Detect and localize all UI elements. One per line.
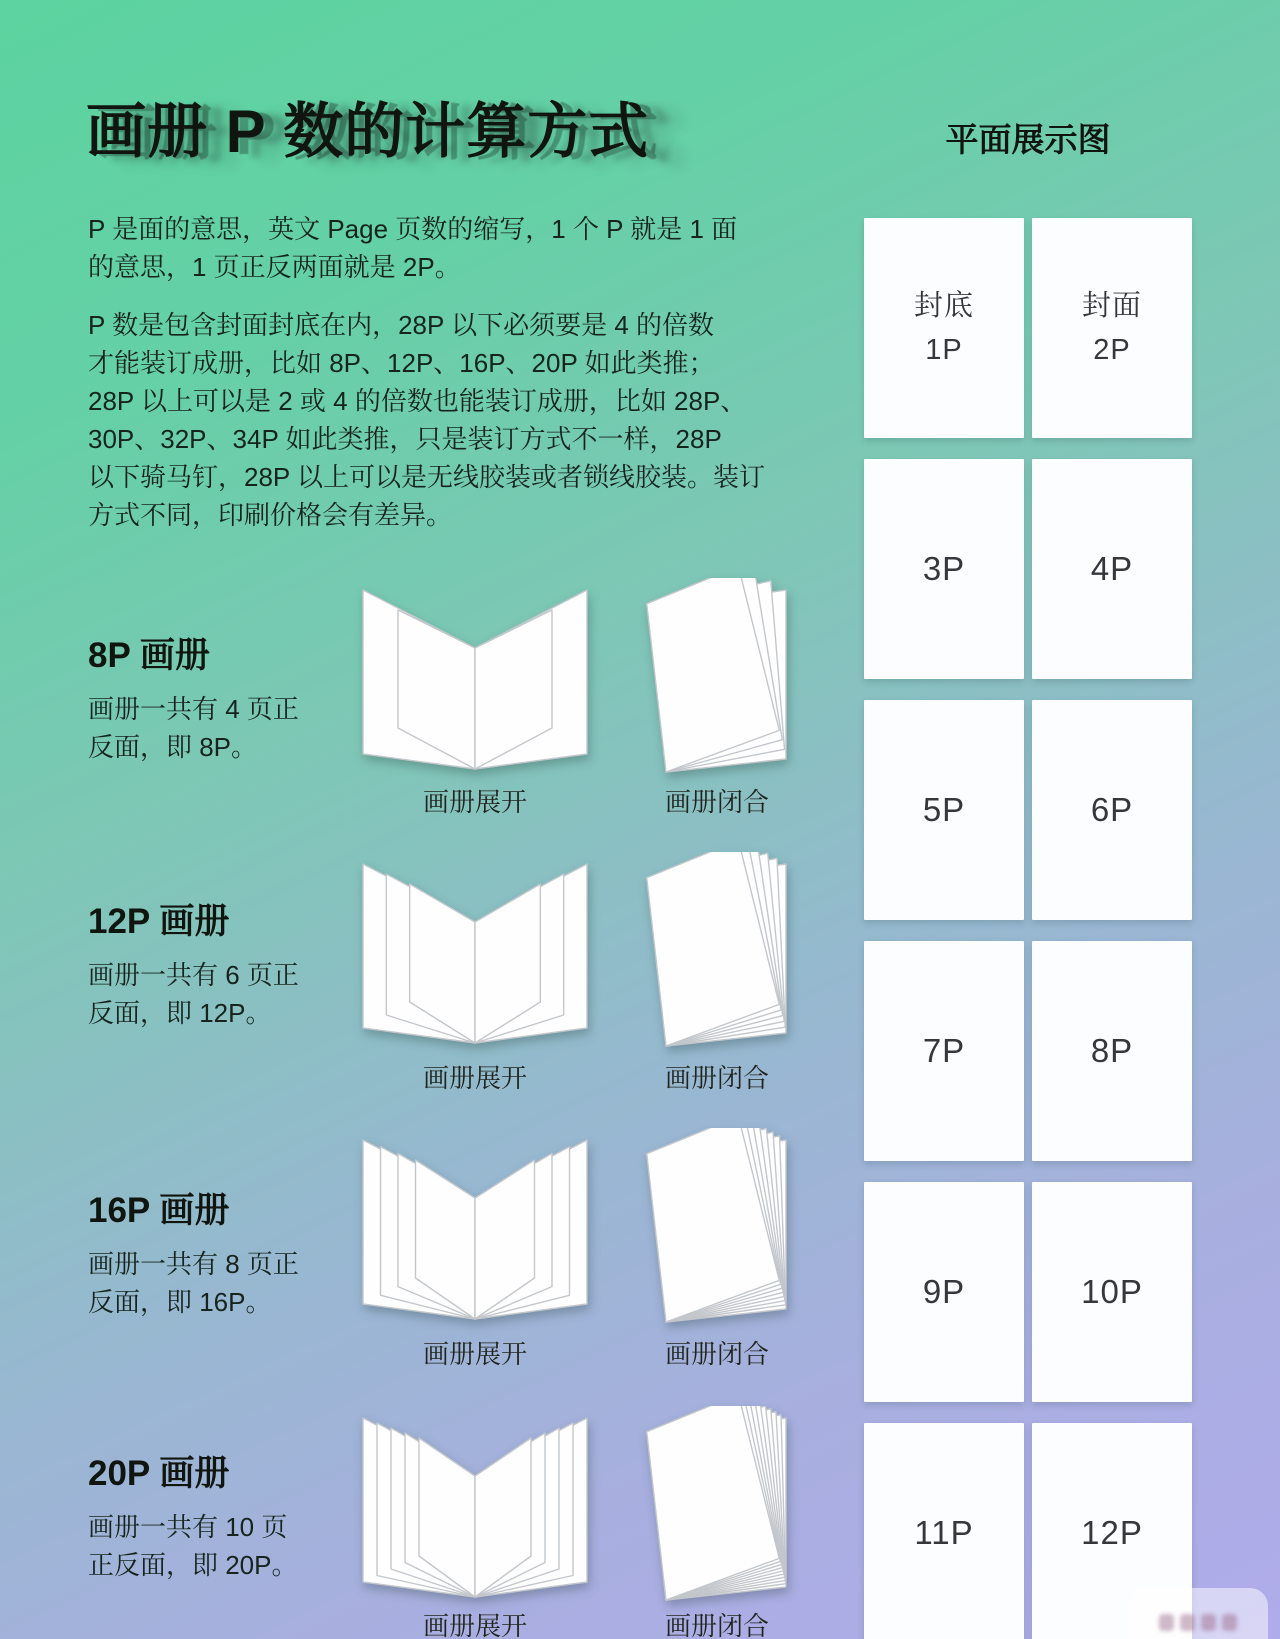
intro-line: P 数是包含封面封底在内，28P 以下必须要是 4 的倍数 [88, 310, 715, 340]
page-card-label: 8P [1090, 1032, 1134, 1069]
page-card [1032, 700, 1192, 920]
watermark-glyph [1159, 1614, 1174, 1631]
page-card [1032, 941, 1192, 1161]
plane-view-title: 平面展示图 [945, 121, 1111, 158]
intro-text [88, 210, 778, 554]
page-card-label: 10P [1081, 1273, 1143, 1310]
page-card [1032, 459, 1192, 679]
page-card-label: 7P [922, 1032, 966, 1069]
closed-book-illustration [642, 1128, 792, 1328]
watermark-glyph [1180, 1614, 1195, 1631]
section-description-line: 画册一共有 6 页正 [88, 960, 299, 990]
section-heading: 20P 画册 [88, 1454, 230, 1493]
closed-book-illustration [642, 1406, 792, 1606]
section-description-line: 反面，即 16P。 [88, 1287, 272, 1317]
intro-paragraph [88, 306, 778, 534]
grid-row [864, 941, 1192, 1161]
section-description-line: 画册一共有 4 页正 [88, 694, 299, 724]
page-card-label: 11P [914, 1514, 974, 1551]
closed-book-illustration [642, 852, 792, 1052]
watermark-glyph [1201, 1614, 1216, 1631]
page-title: 画册 P 数的计算方式 [86, 98, 650, 165]
open-book-illustration [350, 1128, 600, 1328]
page-card [864, 700, 1024, 920]
section-description-line: 反面，即 8P。 [88, 732, 258, 762]
intro-paragraph [88, 210, 778, 286]
closed-book-caption: 画册闭合 [664, 1063, 769, 1093]
section-description-line: 反面，即 12P。 [88, 998, 272, 1028]
page-card [1032, 1182, 1192, 1402]
intro-line: 30P、32P、34P 如此类推，只是装订方式不一样，28P [88, 424, 722, 454]
page-card [864, 1423, 1024, 1639]
watermark-badge [1128, 1588, 1268, 1639]
intro-line: 方式不同，印刷价格会有差异。 [88, 500, 453, 530]
closed-book-illustration [642, 578, 792, 778]
open-book-caption: 画册展开 [422, 787, 527, 817]
intro-line: 才能装订成册，比如 8P、12P、16P、20P 如此类推； [88, 348, 715, 378]
grid-row [864, 1182, 1192, 1402]
page-card [1032, 218, 1192, 438]
section-heading: 8P 画册 [88, 636, 210, 675]
section-description [88, 956, 348, 1032]
section-description-line: 画册一共有 10 页 [88, 1512, 288, 1542]
closed-book-caption: 画册闭合 [664, 1339, 769, 1369]
page-card-label: 1P [925, 334, 963, 366]
page-card-label: 5P [922, 791, 966, 828]
open-book-caption: 画册展开 [422, 1611, 527, 1639]
section-heading: 12P 画册 [88, 902, 230, 941]
page-card [864, 941, 1024, 1161]
page-card-label: 4P [1090, 550, 1134, 587]
open-book-illustration [350, 1406, 600, 1606]
page-card [864, 459, 1024, 679]
section-description-line: 画册一共有 8 页正 [88, 1249, 299, 1279]
grid-row [864, 700, 1192, 920]
page-card [864, 1182, 1024, 1402]
section-description [88, 1245, 348, 1321]
page-card-label: 12P [1081, 1514, 1143, 1551]
intro-line: 28P 以上可以是 2 或 4 的倍数也能装订成册，比如 28P、 [88, 386, 747, 416]
grid-row [864, 459, 1192, 679]
open-book-caption: 画册展开 [422, 1339, 527, 1369]
intro-line: 的意思，1 页正反两面就是 2P。 [88, 252, 461, 282]
page-card-label: 封底 [913, 290, 974, 322]
closed-book-caption: 画册闭合 [664, 1611, 769, 1639]
open-book-caption: 画册展开 [422, 1063, 527, 1093]
open-book-illustration [350, 852, 600, 1052]
open-book-illustration [350, 578, 600, 778]
section-description-line: 正反面，即 20P。 [88, 1550, 298, 1580]
plane-grid [864, 218, 1192, 1639]
page-card-label: 3P [922, 550, 966, 587]
page-card-label: 6P [1090, 791, 1134, 828]
page-card-label: 9P [922, 1273, 966, 1310]
section-heading: 16P 画册 [88, 1191, 230, 1230]
section-description [88, 690, 348, 766]
closed-book-caption: 画册闭合 [664, 787, 769, 817]
page-card [864, 218, 1024, 438]
watermark-glyph [1222, 1614, 1237, 1631]
page-card-label: 2P [1093, 334, 1131, 366]
intro-line: P 是面的意思，英文 Page 页数的缩写，1 个 P 就是 1 面 [88, 214, 738, 244]
intro-line: 以下骑马钉，28P 以上可以是无线胶装或者锁线胶装。装订 [88, 462, 766, 492]
page-card-label: 封面 [1081, 290, 1142, 322]
grid-row [864, 218, 1192, 438]
section-description [88, 1508, 348, 1584]
